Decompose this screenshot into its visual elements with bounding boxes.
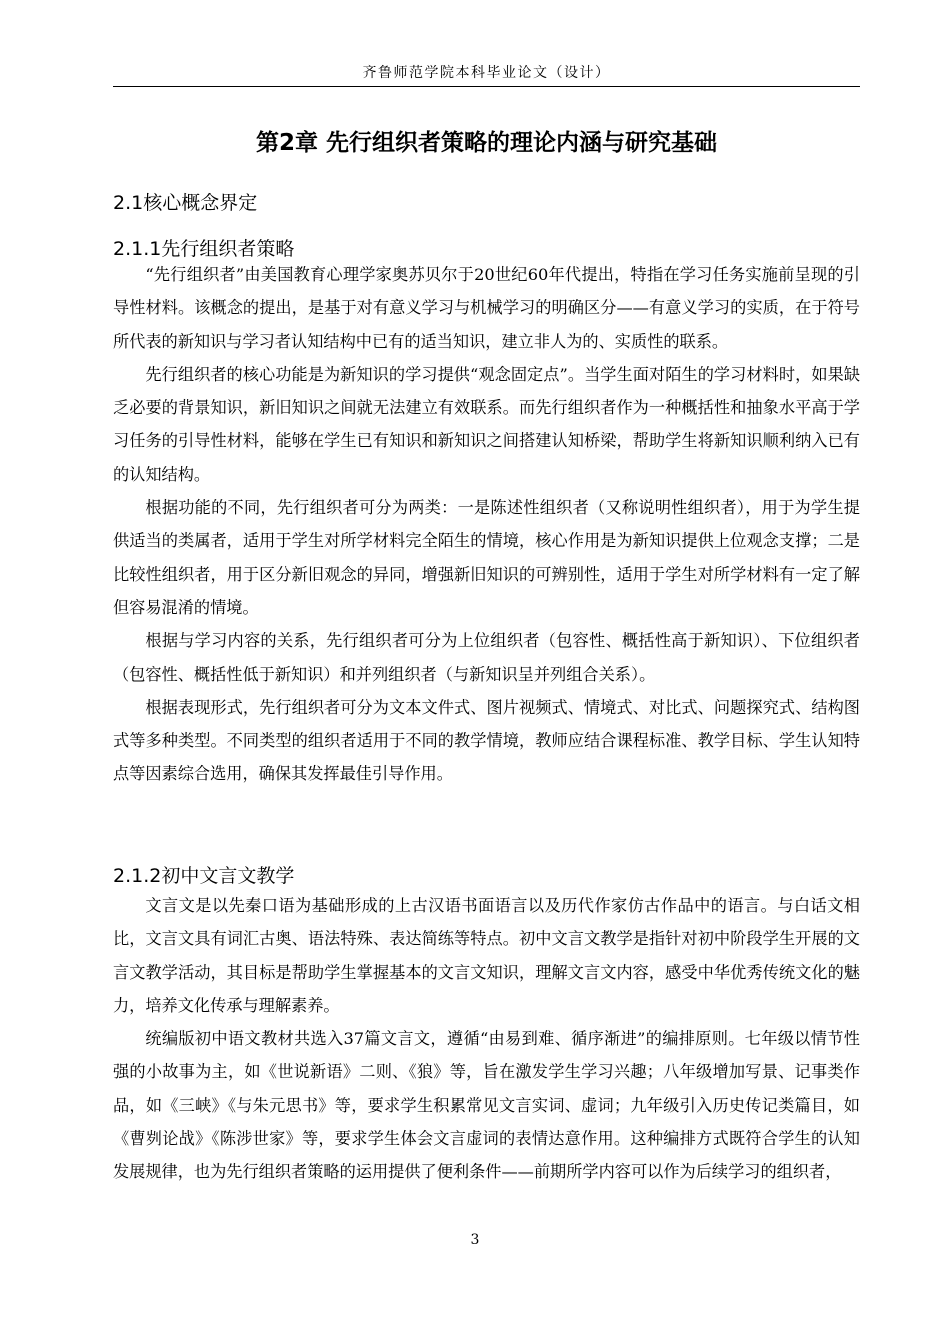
paragraph: 根据与学习内容的关系，先行组织者可分为上位组织者（包容性、概括性高于新知识）、下位组织者（包容性、概括性低于新知识）和并列组织者（与新知识呈并列组合关系）。 — [113, 631, 860, 684]
paragraph: 统编版初中语文教材共选入37篇文言文，遵循“由易到难、循序渐进”的编排原则。七年级以情节性强的小故事为主，如《世说新语》二则、《狼》等，旨在激发学生学习兴趣；八年级增加写景、记事类作品，如《三峡》《与朱元思书》等，要求学生积累常见文言实词、虚词；九年级引入历史传记类篇目，如《曹刿论战》《陈涉世家》等，要求学生体会文言虚词的表情达意作用。这种编排方式既符合学生的认知发展规律，也为先行组织者策略的运用提供了便利条件——前期所学内容可以作为后续学习的组织者， — [113, 1029, 860, 1182]
section-2-1-2-body — [113, 889, 860, 1189]
paragraph: 先行组织者的核心功能是为新知识的学习提供“观念固定点”。当学生面对陌生的学习材料时，如果缺乏必要的背景知识，新旧知识之间就无法建立有效联系。而先行组织者作为一种概括性和抽象水平高于学习任务的引导性材料，能够在学生已有知识和新知识之间搭建认知桥梁，帮助学生将新知识顺利纳入已有的认知结构。 — [113, 364, 860, 484]
section-heading-2-1-2: 2.1.2初中文言文教学 — [113, 865, 295, 887]
paragraph: 文言文是以先秦口语为基础形成的上古汉语书面语言以及历代作家仿古作品中的语言。与白话文相比，文言文具有词汇古奥、语法特殊、表达简练等特点。初中文言文教学是指针对初中阶段学生开展的文言文教学活动，其目标是帮助学生掌握基本的文言文知识，理解文言文内容，感受中华优秀传统文化的魅力，培养文化传承与理解素养。 — [113, 896, 860, 1015]
paragraph: 根据功能的不同，先行组织者可分为两类：一是陈述性组织者（又称说明性组织者），用于为学生提供适当的类属者，适用于学生对所学材料完全陌生的情境，核心作用是为新知识提供上位观念支撑；二是比较性组织者，用于区分新旧观念的异同，增强新旧知识的可辨别性，适用于学生对所学材料有一定了解但容易混淆的情境。 — [113, 498, 860, 617]
running-header: 齐鲁师范学院本科毕业论文（设计） — [113, 62, 860, 87]
section-heading-2-1: 2.1核心概念界定 — [113, 192, 258, 214]
page-number: 3 — [470, 1232, 480, 1248]
paragraph: “先行组织者”由美国教育心理学家奥苏贝尔于20世纪60年代提出，特指在学习任务实施前呈现的引导性材料。该概念的提出，是基于对有意义学习与机械学习的明确区分——有意义学习的实质，在于符号所代表的新知识与学习者认知结构中已有的适当知识，建立非人为的、实质性的联系。 — [113, 265, 860, 351]
section-heading-2-1-1: 2.1.1先行组织者策略 — [113, 238, 295, 260]
section-2-1-1-body — [113, 258, 860, 791]
paragraph: 根据表现形式，先行组织者可分为文本文件式、图片视频式、情境式、对比式、问题探究式、结构图式等多种类型。不同类型的组织者适用于不同的教学情境，教师应结合课程标准、教学目标、学生认知特点等因素综合选用，确保其发挥最佳引导作用。 — [113, 697, 860, 784]
chapter-title: 第2章 先行组织者策略的理论内涵与研究基础 — [255, 130, 717, 156]
